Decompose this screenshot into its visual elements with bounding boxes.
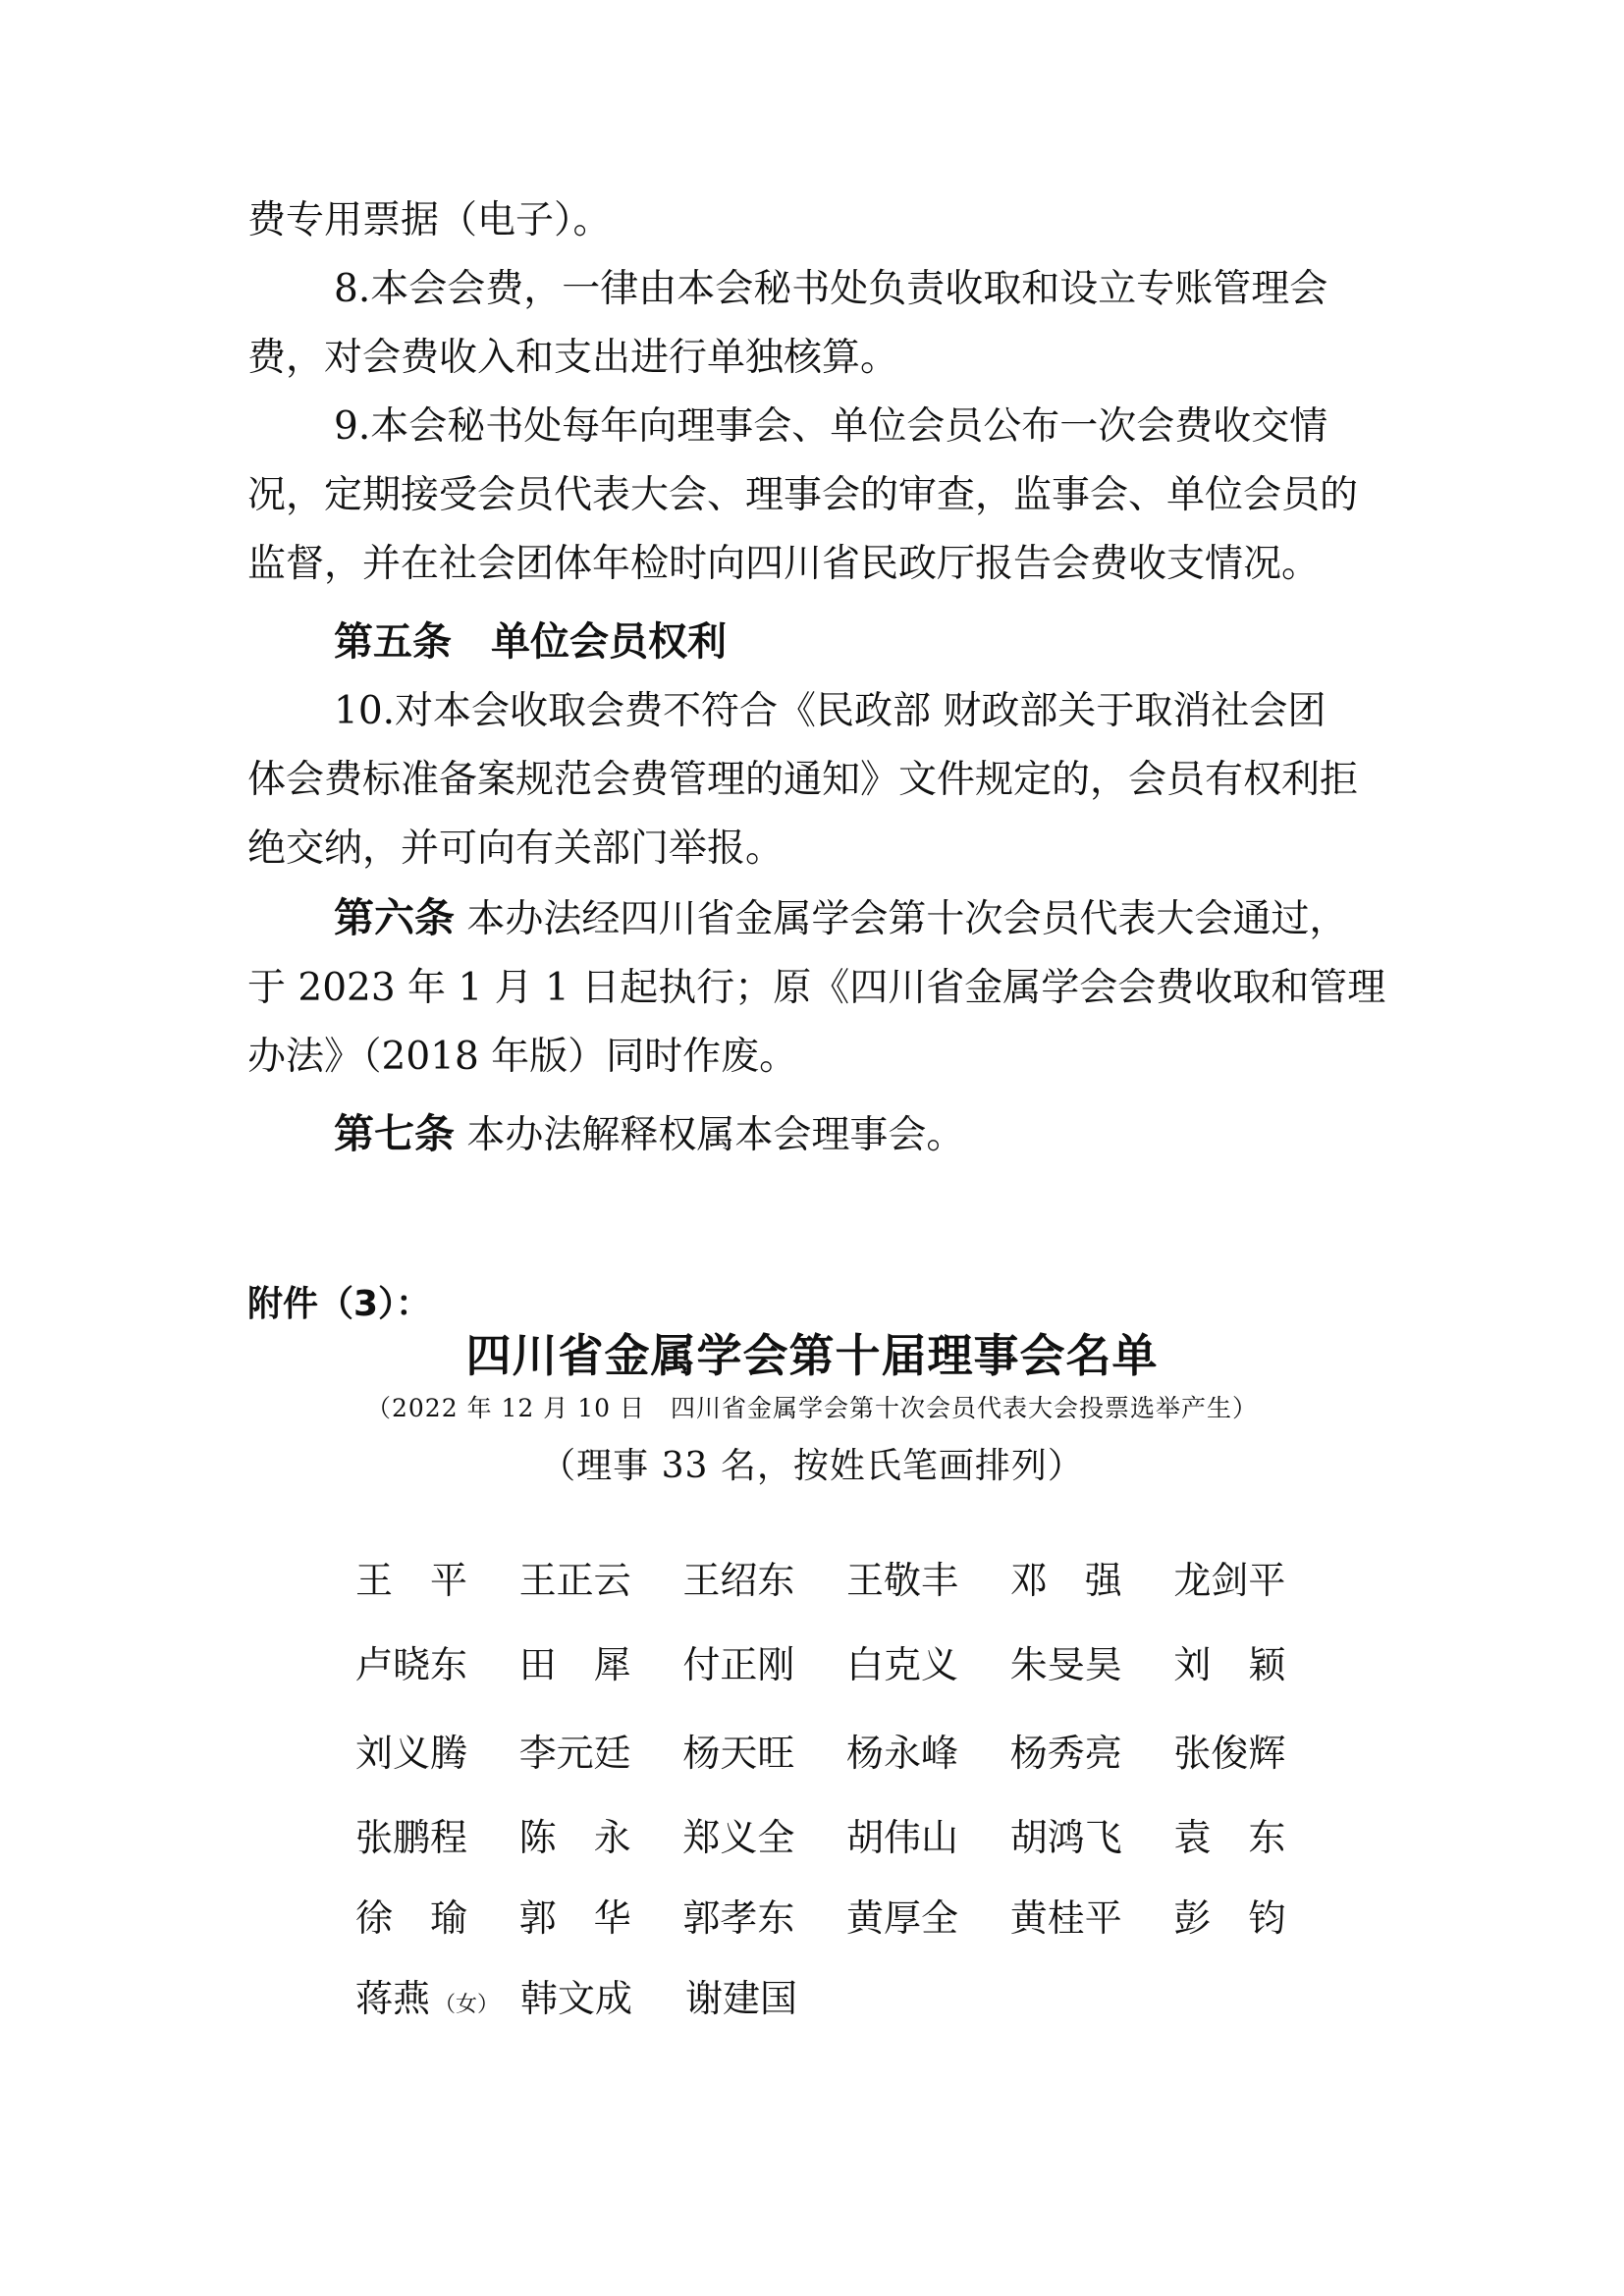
- member-name: 付正刚: [682, 1642, 795, 1686]
- paragraph-item-8: [247, 255, 1416, 393]
- attachment-title: 四川省金属学会第十届理事会名单: [465, 1329, 1159, 1382]
- text-line: 绝交纳，并可向有关部门举报。: [247, 827, 785, 871]
- member-name: 袁 东: [1173, 1815, 1286, 1859]
- text-line: 况，定期接受会员代表大会、理事会的审查，监事会、单位会员的: [247, 473, 1359, 517]
- member-name: 郭 华: [518, 1896, 631, 1940]
- article-6-text: 本办法经四川省金属学会第十次会员代表大会通过，: [455, 897, 1348, 941]
- paragraph-continuation: [247, 187, 1416, 255]
- text-line: 10.对本会收取会费不符合《民政部 财政部关于取消社会团: [334, 689, 1326, 733]
- article-7-lead: 第七条: [334, 1110, 455, 1157]
- member-name: 陈 永: [518, 1815, 631, 1859]
- member-name: 卢晓东: [355, 1642, 468, 1686]
- text-line: 费专用票据（电子）。: [247, 198, 612, 242]
- member-name: 杨天旺: [682, 1731, 795, 1775]
- member-name: 王 平: [355, 1558, 468, 1602]
- council-member-list: [355, 1536, 1337, 2035]
- member-name: 王绍东: [682, 1558, 795, 1602]
- member-name: 胡鸿飞: [1009, 1815, 1122, 1859]
- member-name: 杨永峰: [846, 1731, 959, 1775]
- member-name: 王敬丰: [846, 1558, 959, 1602]
- member-name: 李元廷: [518, 1731, 631, 1775]
- text-line: 体会费标准备案规范会费管理的通知》文件规定的，会员有权利拒: [247, 758, 1359, 802]
- name-row: [355, 1536, 1337, 1617]
- paragraph-item-10: [247, 677, 1416, 883]
- text-line: [247, 883, 1416, 954]
- member-name: 谢建国: [685, 1976, 798, 2020]
- article-7-paragraph: [247, 1099, 1416, 1170]
- gender-suffix: （女）: [434, 1992, 500, 2017]
- member-name: 黄厚全: [846, 1896, 959, 1940]
- text-line: 监督，并在社会团体年检时向四川省民政厅报告会费收支情况。: [247, 542, 1321, 586]
- member-name: 刘义腾: [355, 1731, 468, 1775]
- article-5-heading: 第五条 单位会员权利: [334, 618, 727, 665]
- article-6-paragraph: [247, 883, 1416, 1092]
- member-name: 黄桂平: [1009, 1896, 1122, 1940]
- name-row: [355, 1954, 1337, 2035]
- text-line: [247, 1099, 1416, 1170]
- attachment-subtitle: （2022 年 12 月 10 日 四川省金属学会第十次会员代表大会投票选举产生）: [366, 1394, 1258, 1422]
- member-name: 胡伟山: [846, 1815, 959, 1859]
- member-name: 田 犀: [518, 1642, 631, 1686]
- member-name: 杨秀亮: [1009, 1731, 1122, 1775]
- member-name: 韩文成: [520, 1976, 633, 2020]
- name-row: [355, 1793, 1337, 1874]
- article-6-lead: 第六条: [334, 894, 455, 941]
- member-name: 徐 瑜: [355, 1896, 468, 1940]
- name-row: [355, 1617, 1337, 1705]
- member-name: 郑义全: [682, 1815, 795, 1859]
- member-name: 王正云: [518, 1558, 631, 1602]
- member-name: 郭孝东: [682, 1896, 795, 1940]
- member-name-text: 蒋燕: [355, 1976, 431, 2020]
- article-7-text: 本办法解释权属本会理事会。: [455, 1113, 965, 1157]
- text-line: 于 2023 年 1 月 1 日起执行；原《四川省金属学会会费收取和管理: [247, 966, 1386, 1010]
- paragraph-item-9: [247, 393, 1416, 599]
- text-line: 9.本会秘书处每年向理事会、单位会员公布一次会费收交情: [334, 404, 1328, 449]
- member-name: 彭 钧: [1173, 1896, 1286, 1940]
- attachment-label: 附件（3）：: [247, 1284, 432, 1324]
- text-line: 8.本会会费，一律由本会秘书处负责收取和设立专账管理会: [334, 267, 1328, 311]
- member-name: 邓 强: [1009, 1558, 1122, 1602]
- member-name: 朱旻昊: [1009, 1642, 1122, 1686]
- member-name: 张鹏程: [355, 1815, 468, 1859]
- attachment-note: （理事 33 名，按姓氏笔画排列）: [540, 1446, 1084, 1486]
- text-line: 费，对会费收入和支出进行单独核算。: [247, 336, 899, 380]
- name-row: [355, 1705, 1337, 1793]
- member-name: 白克义: [846, 1642, 959, 1686]
- member-name: 张俊辉: [1173, 1731, 1286, 1775]
- member-name: 刘 颖: [1173, 1642, 1286, 1686]
- member-name: 龙剑平: [1173, 1558, 1286, 1602]
- member-name: [355, 1968, 520, 2022]
- text-line: 办法》（2018 年版）同时作废。: [247, 1035, 798, 1079]
- name-row: [355, 1874, 1337, 1954]
